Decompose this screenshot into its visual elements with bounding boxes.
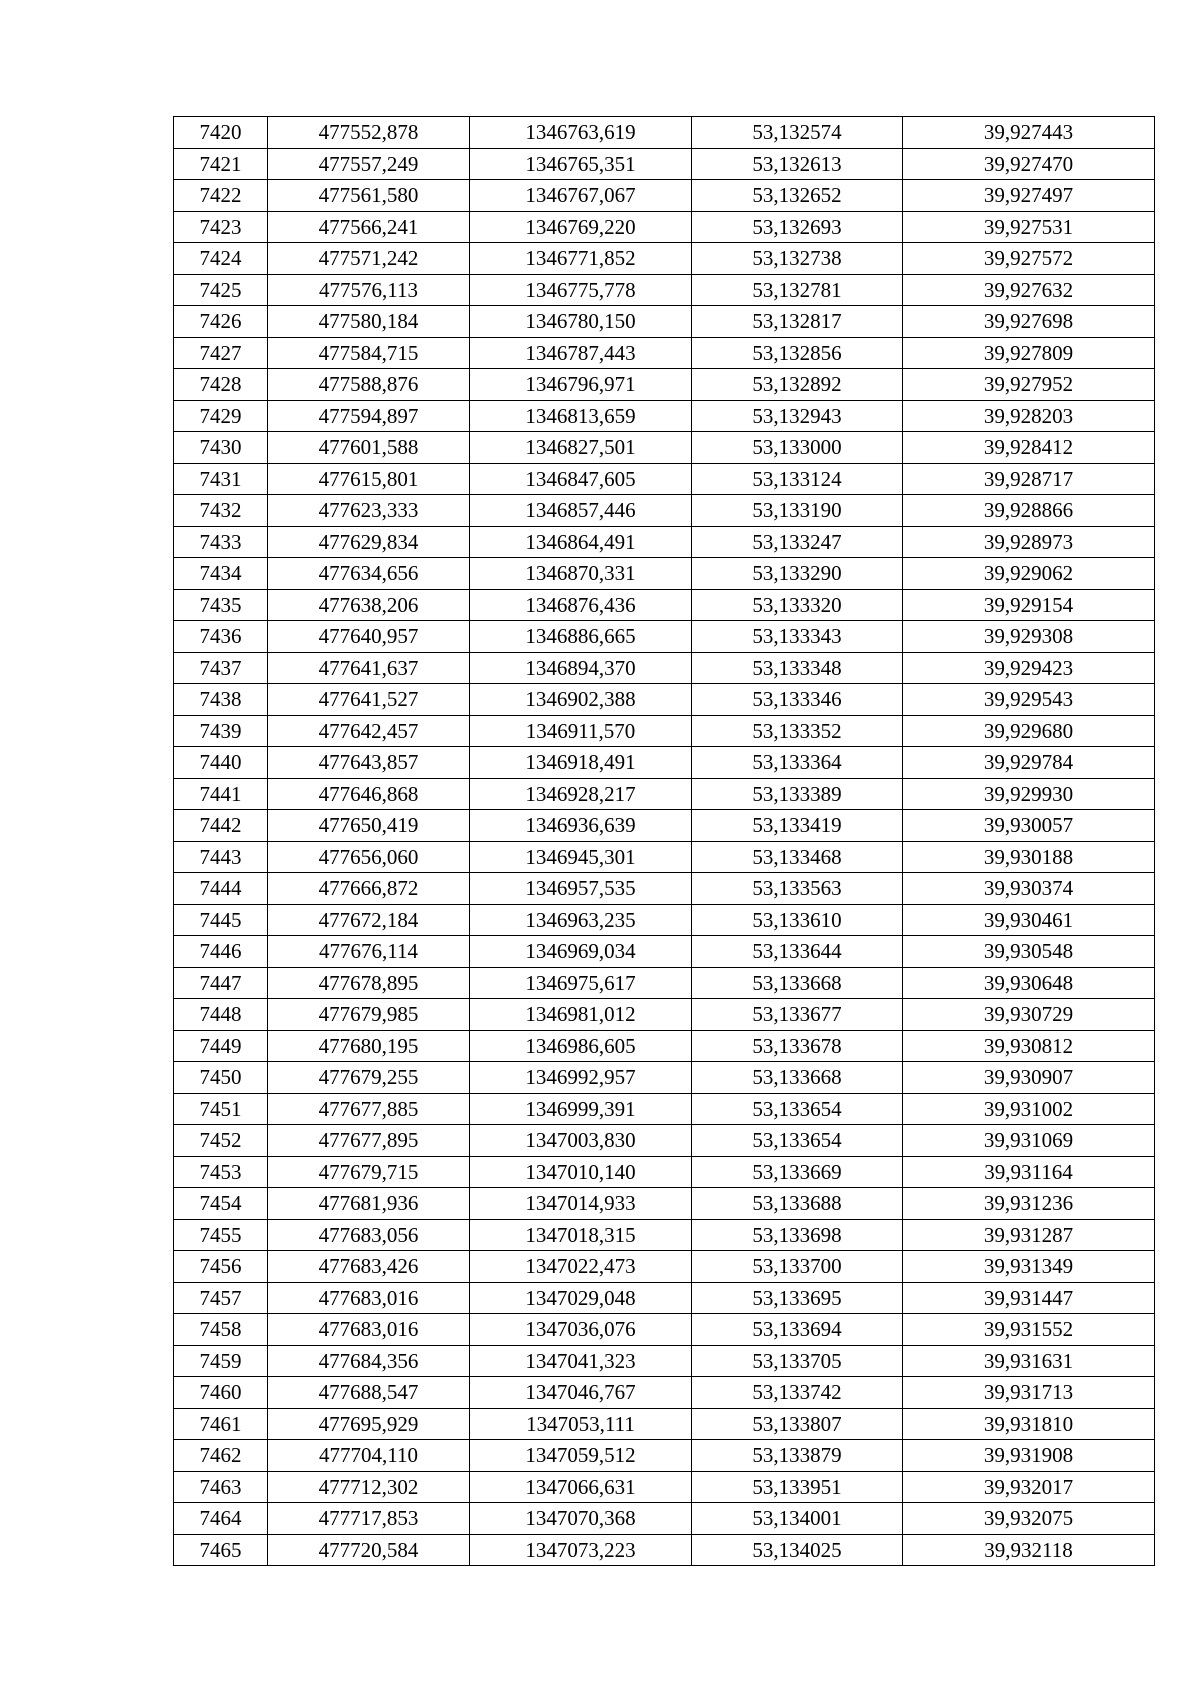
x-coordinate-cell: 477720,584 [268,1534,470,1566]
table-row [174,684,1155,716]
longitude-cell: 39,929423 [903,652,1155,684]
table-row [174,180,1155,212]
table-row [174,810,1155,842]
x-coordinate-cell: 477594,897 [268,400,470,432]
latitude-cell: 53,133698 [692,1219,903,1251]
y-coordinate-cell: 1346911,570 [470,715,692,747]
latitude-cell: 53,133190 [692,495,903,527]
x-coordinate-cell: 477642,457 [268,715,470,747]
y-coordinate-cell: 1347041,323 [470,1345,692,1377]
longitude-cell: 39,929930 [903,778,1155,810]
x-coordinate-cell: 477584,715 [268,337,470,369]
longitude-cell: 39,932118 [903,1534,1155,1566]
longitude-cell: 39,928203 [903,400,1155,432]
latitude-cell: 53,133668 [692,1062,903,1094]
point-number-cell: 7460 [174,1377,268,1409]
point-number-cell: 7449 [174,1030,268,1062]
point-number-cell: 7444 [174,873,268,905]
x-coordinate-cell: 477580,184 [268,306,470,338]
y-coordinate-cell: 1346847,605 [470,463,692,495]
table-row [174,1062,1155,1094]
x-coordinate-cell: 477641,527 [268,684,470,716]
point-number-cell: 7432 [174,495,268,527]
latitude-cell: 53,133695 [692,1282,903,1314]
x-coordinate-cell: 477629,834 [268,526,470,558]
latitude-cell: 53,133705 [692,1345,903,1377]
point-number-cell: 7426 [174,306,268,338]
y-coordinate-cell: 1346796,971 [470,369,692,401]
y-coordinate-cell: 1347046,767 [470,1377,692,1409]
y-coordinate-cell: 1346886,665 [470,621,692,653]
table-row [174,1377,1155,1409]
longitude-cell: 39,931447 [903,1282,1155,1314]
longitude-cell: 39,931069 [903,1125,1155,1157]
table-row [174,1093,1155,1125]
y-coordinate-cell: 1346767,067 [470,180,692,212]
y-coordinate-cell: 1346787,443 [470,337,692,369]
y-coordinate-cell: 1347014,933 [470,1188,692,1220]
y-coordinate-cell: 1346986,605 [470,1030,692,1062]
point-number-cell: 7440 [174,747,268,779]
table-row [174,1156,1155,1188]
table-row [174,432,1155,464]
x-coordinate-cell: 477679,715 [268,1156,470,1188]
x-coordinate-cell: 477704,110 [268,1440,470,1472]
y-coordinate-cell: 1346827,501 [470,432,692,464]
table-row [174,369,1155,401]
latitude-cell: 53,133951 [692,1471,903,1503]
latitude-cell: 53,133247 [692,526,903,558]
longitude-cell: 39,927809 [903,337,1155,369]
y-coordinate-cell: 1346963,235 [470,904,692,936]
longitude-cell: 39,930057 [903,810,1155,842]
point-number-cell: 7430 [174,432,268,464]
longitude-cell: 39,927443 [903,117,1155,149]
y-coordinate-cell: 1346999,391 [470,1093,692,1125]
longitude-cell: 39,930461 [903,904,1155,936]
latitude-cell: 53,133807 [692,1408,903,1440]
x-coordinate-cell: 477640,957 [268,621,470,653]
longitude-cell: 39,931908 [903,1440,1155,1472]
x-coordinate-cell: 477680,195 [268,1030,470,1062]
longitude-cell: 39,929680 [903,715,1155,747]
longitude-cell: 39,931631 [903,1345,1155,1377]
point-number-cell: 7454 [174,1188,268,1220]
x-coordinate-cell: 477623,333 [268,495,470,527]
longitude-cell: 39,928973 [903,526,1155,558]
point-number-cell: 7420 [174,117,268,149]
x-coordinate-cell: 477677,895 [268,1125,470,1157]
y-coordinate-cell: 1346957,535 [470,873,692,905]
y-coordinate-cell: 1346870,331 [470,558,692,590]
x-coordinate-cell: 477683,056 [268,1219,470,1251]
latitude-cell: 53,133644 [692,936,903,968]
latitude-cell: 53,133688 [692,1188,903,1220]
point-number-cell: 7458 [174,1314,268,1346]
longitude-cell: 39,931287 [903,1219,1155,1251]
x-coordinate-cell: 477634,656 [268,558,470,590]
point-number-cell: 7453 [174,1156,268,1188]
latitude-cell: 53,134001 [692,1503,903,1535]
x-coordinate-cell: 477552,878 [268,117,470,149]
table-row [174,306,1155,338]
y-coordinate-cell: 1347073,223 [470,1534,692,1566]
x-coordinate-cell: 477666,872 [268,873,470,905]
x-coordinate-cell: 477641,637 [268,652,470,684]
point-number-cell: 7421 [174,148,268,180]
y-coordinate-cell: 1346864,491 [470,526,692,558]
y-coordinate-cell: 1346894,370 [470,652,692,684]
latitude-cell: 53,133677 [692,999,903,1031]
latitude-cell: 53,132856 [692,337,903,369]
x-coordinate-cell: 477683,016 [268,1282,470,1314]
point-number-cell: 7455 [174,1219,268,1251]
y-coordinate-cell: 1346876,436 [470,589,692,621]
longitude-cell: 39,927497 [903,180,1155,212]
latitude-cell: 53,132574 [692,117,903,149]
longitude-cell: 39,931713 [903,1377,1155,1409]
y-coordinate-cell: 1346813,659 [470,400,692,432]
y-coordinate-cell: 1347066,631 [470,1471,692,1503]
table-row [174,778,1155,810]
x-coordinate-cell: 477576,113 [268,274,470,306]
table-row [174,1534,1155,1566]
x-coordinate-cell: 477679,255 [268,1062,470,1094]
table-row [174,148,1155,180]
y-coordinate-cell: 1346857,446 [470,495,692,527]
y-coordinate-cell: 1346992,957 [470,1062,692,1094]
point-number-cell: 7431 [174,463,268,495]
latitude-cell: 53,133742 [692,1377,903,1409]
y-coordinate-cell: 1347059,512 [470,1440,692,1472]
x-coordinate-cell: 477672,184 [268,904,470,936]
longitude-cell: 39,930188 [903,841,1155,873]
latitude-cell: 53,133389 [692,778,903,810]
longitude-cell: 39,931164 [903,1156,1155,1188]
longitude-cell: 39,931236 [903,1188,1155,1220]
y-coordinate-cell: 1347053,111 [470,1408,692,1440]
longitude-cell: 39,929543 [903,684,1155,716]
latitude-cell: 53,133290 [692,558,903,590]
latitude-cell: 53,132781 [692,274,903,306]
table-row [174,337,1155,369]
y-coordinate-cell: 1346918,491 [470,747,692,779]
latitude-cell: 53,133468 [692,841,903,873]
y-coordinate-cell: 1347003,830 [470,1125,692,1157]
latitude-cell: 53,133000 [692,432,903,464]
point-number-cell: 7422 [174,180,268,212]
longitude-cell: 39,930812 [903,1030,1155,1062]
longitude-cell: 39,927632 [903,274,1155,306]
table-row [174,1125,1155,1157]
x-coordinate-cell: 477678,895 [268,967,470,999]
longitude-cell: 39,930648 [903,967,1155,999]
point-number-cell: 7428 [174,369,268,401]
latitude-cell: 53,133343 [692,621,903,653]
table-row [174,967,1155,999]
table-row [174,274,1155,306]
x-coordinate-cell: 477679,985 [268,999,470,1031]
point-number-cell: 7438 [174,684,268,716]
y-coordinate-cell: 1346775,778 [470,274,692,306]
latitude-cell: 53,133654 [692,1093,903,1125]
longitude-cell: 39,931552 [903,1314,1155,1346]
latitude-cell: 53,133346 [692,684,903,716]
longitude-cell: 39,928412 [903,432,1155,464]
latitude-cell: 53,134025 [692,1534,903,1566]
table-row [174,1251,1155,1283]
table-row [174,211,1155,243]
point-number-cell: 7450 [174,1062,268,1094]
y-coordinate-cell: 1347070,368 [470,1503,692,1535]
longitude-cell: 39,927531 [903,211,1155,243]
x-coordinate-cell: 477561,580 [268,180,470,212]
x-coordinate-cell: 477643,857 [268,747,470,779]
table-row [174,1030,1155,1062]
point-number-cell: 7441 [174,778,268,810]
latitude-cell: 53,133320 [692,589,903,621]
longitude-cell: 39,929784 [903,747,1155,779]
table-row [174,1314,1155,1346]
y-coordinate-cell: 1347036,076 [470,1314,692,1346]
x-coordinate-cell: 477638,206 [268,589,470,621]
table-row [174,495,1155,527]
x-coordinate-cell: 477684,356 [268,1345,470,1377]
point-number-cell: 7423 [174,211,268,243]
longitude-cell: 39,931810 [903,1408,1155,1440]
x-coordinate-cell: 477717,853 [268,1503,470,1535]
coordinates-table-body [174,117,1155,1566]
table-row [174,999,1155,1031]
point-number-cell: 7451 [174,1093,268,1125]
point-number-cell: 7462 [174,1440,268,1472]
x-coordinate-cell: 477557,249 [268,148,470,180]
point-number-cell: 7448 [174,999,268,1031]
longitude-cell: 39,932075 [903,1503,1155,1535]
point-number-cell: 7465 [174,1534,268,1566]
table-row [174,652,1155,684]
table-row [174,1503,1155,1535]
x-coordinate-cell: 477571,242 [268,243,470,275]
x-coordinate-cell: 477695,929 [268,1408,470,1440]
latitude-cell: 53,133654 [692,1125,903,1157]
table-row [174,1219,1155,1251]
point-number-cell: 7424 [174,243,268,275]
point-number-cell: 7434 [174,558,268,590]
table-row [174,1188,1155,1220]
table-row [174,936,1155,968]
latitude-cell: 53,133668 [692,967,903,999]
latitude-cell: 53,133419 [692,810,903,842]
longitude-cell: 39,931002 [903,1093,1155,1125]
latitude-cell: 53,133694 [692,1314,903,1346]
point-number-cell: 7439 [174,715,268,747]
longitude-cell: 39,927470 [903,148,1155,180]
x-coordinate-cell: 477683,426 [268,1251,470,1283]
x-coordinate-cell: 477588,876 [268,369,470,401]
table-row [174,841,1155,873]
latitude-cell: 53,132652 [692,180,903,212]
longitude-cell: 39,930548 [903,936,1155,968]
table-row [174,117,1155,149]
y-coordinate-cell: 1346981,012 [470,999,692,1031]
table-row [174,1471,1155,1503]
point-number-cell: 7452 [174,1125,268,1157]
latitude-cell: 53,132892 [692,369,903,401]
latitude-cell: 53,133352 [692,715,903,747]
table-row [174,558,1155,590]
y-coordinate-cell: 1347010,140 [470,1156,692,1188]
x-coordinate-cell: 477688,547 [268,1377,470,1409]
point-number-cell: 7463 [174,1471,268,1503]
latitude-cell: 53,132613 [692,148,903,180]
coordinates-table [173,116,1155,1566]
y-coordinate-cell: 1346769,220 [470,211,692,243]
y-coordinate-cell: 1346969,034 [470,936,692,968]
point-number-cell: 7435 [174,589,268,621]
x-coordinate-cell: 477615,801 [268,463,470,495]
longitude-cell: 39,928717 [903,463,1155,495]
table-row [174,400,1155,432]
longitude-cell: 39,930729 [903,999,1155,1031]
x-coordinate-cell: 477683,016 [268,1314,470,1346]
point-number-cell: 7461 [174,1408,268,1440]
y-coordinate-cell: 1347029,048 [470,1282,692,1314]
latitude-cell: 53,133348 [692,652,903,684]
point-number-cell: 7457 [174,1282,268,1314]
point-number-cell: 7425 [174,274,268,306]
longitude-cell: 39,929154 [903,589,1155,621]
point-number-cell: 7447 [174,967,268,999]
x-coordinate-cell: 477677,885 [268,1093,470,1125]
x-coordinate-cell: 477656,060 [268,841,470,873]
table-row [174,243,1155,275]
point-number-cell: 7433 [174,526,268,558]
table-row [174,463,1155,495]
longitude-cell: 39,931349 [903,1251,1155,1283]
latitude-cell: 53,133563 [692,873,903,905]
latitude-cell: 53,132943 [692,400,903,432]
point-number-cell: 7436 [174,621,268,653]
longitude-cell: 39,929062 [903,558,1155,590]
y-coordinate-cell: 1347018,315 [470,1219,692,1251]
longitude-cell: 39,929308 [903,621,1155,653]
table-row [174,621,1155,653]
y-coordinate-cell: 1346771,852 [470,243,692,275]
latitude-cell: 53,133879 [692,1440,903,1472]
y-coordinate-cell: 1346928,217 [470,778,692,810]
table-row [174,715,1155,747]
longitude-cell: 39,932017 [903,1471,1155,1503]
y-coordinate-cell: 1346780,150 [470,306,692,338]
point-number-cell: 7429 [174,400,268,432]
point-number-cell: 7443 [174,841,268,873]
latitude-cell: 53,133610 [692,904,903,936]
point-number-cell: 7459 [174,1345,268,1377]
latitude-cell: 53,133124 [692,463,903,495]
longitude-cell: 39,927572 [903,243,1155,275]
point-number-cell: 7446 [174,936,268,968]
point-number-cell: 7464 [174,1503,268,1535]
point-number-cell: 7437 [174,652,268,684]
y-coordinate-cell: 1346763,619 [470,117,692,149]
x-coordinate-cell: 477646,868 [268,778,470,810]
point-number-cell: 7456 [174,1251,268,1283]
x-coordinate-cell: 477650,419 [268,810,470,842]
x-coordinate-cell: 477681,936 [268,1188,470,1220]
table-row [174,904,1155,936]
x-coordinate-cell: 477676,114 [268,936,470,968]
longitude-cell: 39,927698 [903,306,1155,338]
latitude-cell: 53,132693 [692,211,903,243]
y-coordinate-cell: 1346936,639 [470,810,692,842]
table-row [174,1282,1155,1314]
table-row [174,873,1155,905]
point-number-cell: 7442 [174,810,268,842]
table-row [174,1440,1155,1472]
y-coordinate-cell: 1346945,301 [470,841,692,873]
y-coordinate-cell: 1346975,617 [470,967,692,999]
point-number-cell: 7427 [174,337,268,369]
latitude-cell: 53,133669 [692,1156,903,1188]
table-row [174,747,1155,779]
y-coordinate-cell: 1346902,388 [470,684,692,716]
latitude-cell: 53,133678 [692,1030,903,1062]
latitude-cell: 53,133364 [692,747,903,779]
x-coordinate-cell: 477601,588 [268,432,470,464]
longitude-cell: 39,928866 [903,495,1155,527]
x-coordinate-cell: 477566,241 [268,211,470,243]
latitude-cell: 53,132738 [692,243,903,275]
y-coordinate-cell: 1346765,351 [470,148,692,180]
table-row [174,1408,1155,1440]
longitude-cell: 39,927952 [903,369,1155,401]
table-row [174,1345,1155,1377]
point-number-cell: 7445 [174,904,268,936]
x-coordinate-cell: 477712,302 [268,1471,470,1503]
table-row [174,526,1155,558]
latitude-cell: 53,133700 [692,1251,903,1283]
table-row [174,589,1155,621]
latitude-cell: 53,132817 [692,306,903,338]
longitude-cell: 39,930374 [903,873,1155,905]
longitude-cell: 39,930907 [903,1062,1155,1094]
y-coordinate-cell: 1347022,473 [470,1251,692,1283]
